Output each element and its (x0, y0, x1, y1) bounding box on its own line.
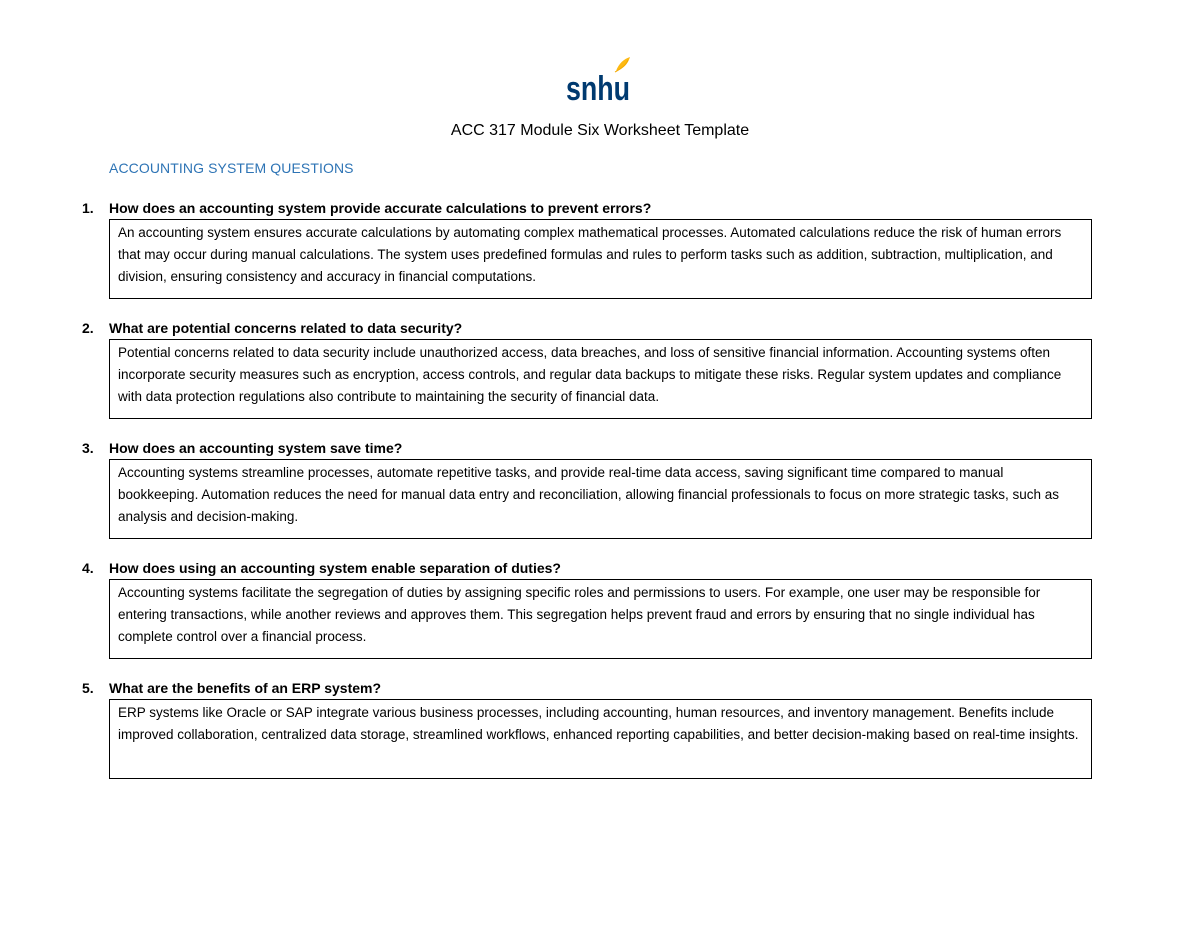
answer-box[interactable]: Accounting systems facilitate the segregation of duties by assigning specific roles and permissions to users. For example, one user may be responsible for entering transactions, while another reviews and approves them. This segregation helps prevent fraud and errors by ensuring that no single individual has complete control over a financial process. (109, 579, 1092, 659)
answer-box[interactable]: Potential concerns related to data security include unauthorized access, data breaches, and loss of sensitive financial information. Accounting systems often incorporate security measures such as encryption, access controls, and regular data backups to mitigate these risks. Regular system updates and compliance with data protection regulations also contribute to maintaining the security of financial data. (109, 339, 1092, 419)
question-number: 3. (82, 440, 94, 456)
question-line (82, 200, 1092, 219)
question-text: How does an accounting system provide accurate calculations to prevent errors? (109, 200, 652, 216)
question-text: What are the benefits of an ERP system? (109, 680, 382, 696)
question-block-1 (82, 200, 1092, 299)
question-number: 5. (82, 680, 94, 696)
leaf-icon (616, 57, 630, 71)
answer-box[interactable]: An accounting system ensures accurate calculations by automating complex mathematical processes. Automated calculations reduce the risk of human errors that may occur during manual calculations. The system uses predefined formulas and rules to perform tasks such as addition, subtraction, multiplication, and division, ensuring consistency and accuracy in financial computations. (109, 219, 1092, 299)
answer-box[interactable]: ERP systems like Oracle or SAP integrate various business processes, including accounting, human resources, and inventory management. Benefits include improved collaboration, centralized data storage, streamlined workflows, enhanced reporting capabilities, and better decision-making based on real-time insights. (109, 699, 1092, 779)
section-heading: ACCOUNTING SYSTEM QUESTIONS (109, 160, 354, 176)
question-line (82, 560, 1092, 579)
logo-wordmark: snhu (566, 70, 630, 108)
question-text: How does using an accounting system enable separation of duties? (109, 560, 561, 576)
question-text: How does an accounting system save time? (109, 440, 403, 456)
question-block-5 (82, 680, 1092, 779)
question-text: What are potential concerns related to data security? (109, 320, 463, 336)
snhu-logo (566, 57, 636, 108)
question-line (82, 440, 1092, 459)
question-number: 1. (82, 200, 94, 216)
question-block-3 (82, 440, 1092, 539)
snhu-logo-image (566, 57, 636, 108)
question-line (82, 680, 1092, 699)
answer-box[interactable]: Accounting systems streamline processes, automate repetitive tasks, and provide real-time data access, saving significant time compared to manual bookkeeping. Automation reduces the need for manual data entry and reconciliation, allowing financial professionals to focus on more strategic tasks, such as analysis and decision-making. (109, 459, 1092, 539)
page-title: ACC 317 Module Six Worksheet Template (450, 122, 750, 139)
question-line (82, 320, 1092, 339)
question-block-4 (82, 560, 1092, 659)
question-number: 4. (82, 560, 94, 576)
question-block-2 (82, 320, 1092, 419)
question-number: 2. (82, 320, 94, 336)
